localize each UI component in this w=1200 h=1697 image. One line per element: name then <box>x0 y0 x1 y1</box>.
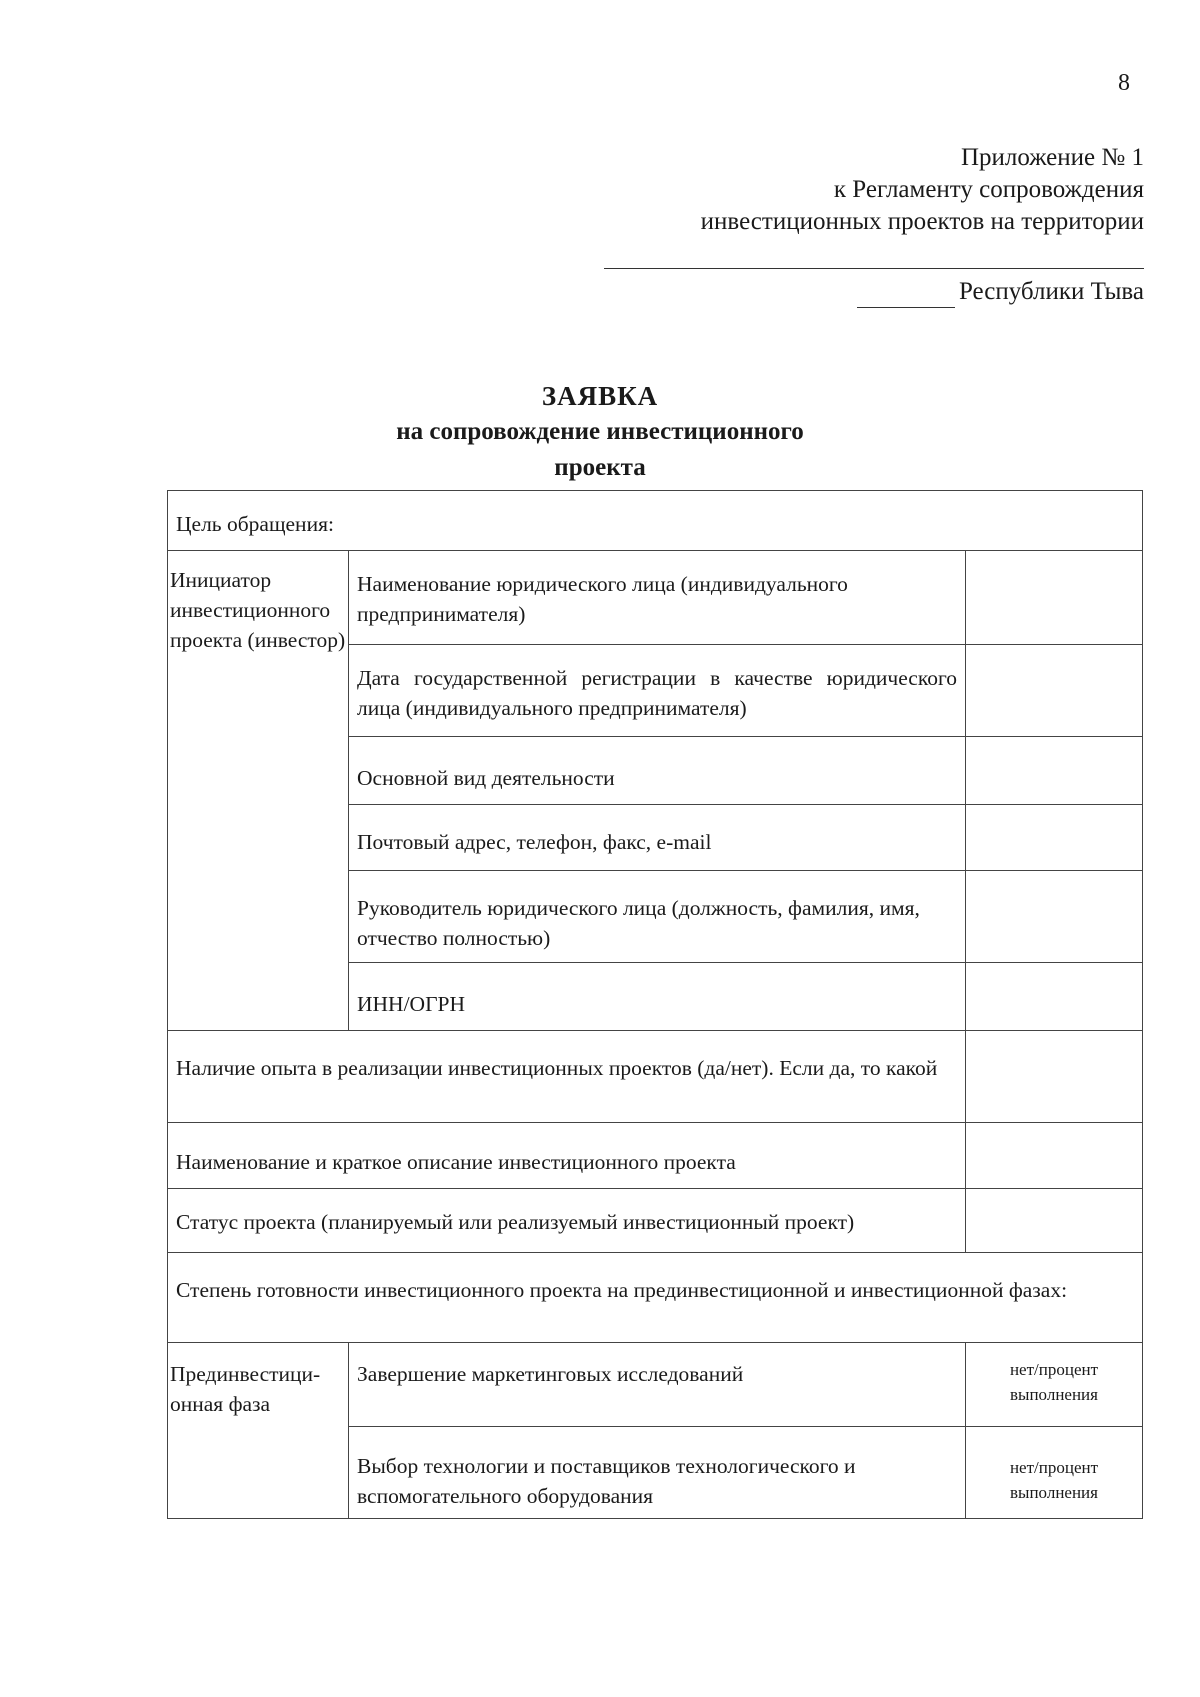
appendix-line-1: Приложение № 1 <box>960 144 1144 171</box>
initiator-field-head: Руководитель юридического лица (должность, фамилия, имя, отчество полностью) <box>349 871 966 963</box>
initiator-field-name: Наименование юридического лица (индивидуального предпринимателя) <box>349 551 966 645</box>
title-main: ЗАЯВКА <box>541 381 659 411</box>
purpose-row <box>168 491 1143 551</box>
initiator-value-inn[interactable] <box>966 963 1143 1031</box>
initiator-field-registration-date <box>349 645 966 737</box>
preinvest-field-marketing: Завершение маркетинговых исследований <box>349 1343 966 1427</box>
appendix-line-4 <box>857 276 1144 308</box>
status-row <box>168 1189 1143 1253</box>
appendix-header <box>584 142 1144 305</box>
document-title <box>0 378 1200 486</box>
experience-value[interactable] <box>966 1031 1143 1123</box>
preinvest-label: Прединвестици-онная фаза <box>168 1343 349 1519</box>
initiator-row <box>168 551 1143 645</box>
initiator-value-activity[interactable] <box>966 737 1143 805</box>
preinvest-value-marketing[interactable]: нет/процент выполнения <box>966 1343 1143 1427</box>
initiator-field-inn: ИНН/ОГРН <box>349 963 966 1031</box>
appendix-line-3: инвестиционных проектов на территории <box>700 208 1144 235</box>
appendix-line-4-text: Республики Тыва <box>958 278 1144 305</box>
project-name-row <box>168 1123 1143 1189</box>
initiator-label: Инициатор инвестиционного проекта (инвестор) <box>168 551 349 1031</box>
status-label: Статус проекта (планируемый или реализуемый инвестиционный проект) <box>168 1189 966 1253</box>
blank-short-underline <box>857 285 955 308</box>
initiator-value-name[interactable] <box>966 551 1143 645</box>
page-number: 8 <box>1118 70 1130 96</box>
title-sub-1: на сопровождение инвестиционного <box>396 418 804 445</box>
blank-underline <box>604 268 1144 269</box>
readiness-row <box>168 1253 1143 1343</box>
initiator-value-head[interactable] <box>966 871 1143 963</box>
preinvest-value-technology[interactable]: нет/процент выполнения <box>966 1427 1143 1519</box>
experience-label: Наличие опыта в реализации инвестиционных проектов (да/нет). Если да, то какой <box>168 1031 966 1123</box>
registration-date-line: Дата государственной регистрации в качестве юридического лица (индивидуального предпринимателя) <box>357 666 957 720</box>
status-value[interactable] <box>966 1189 1143 1253</box>
project-name-value[interactable] <box>966 1123 1143 1189</box>
initiator-field-address: Почтовый адрес, телефон, факс, e-mail <box>349 805 966 871</box>
project-name-label: Наименование и краткое описание инвестиционного проекта <box>168 1123 966 1189</box>
appendix-line-2: к Регламенту сопровождения <box>833 176 1144 203</box>
initiator-field-activity: Основной вид деятельности <box>349 737 966 805</box>
initiator-value-registration-date[interactable] <box>966 645 1143 737</box>
experience-row <box>168 1031 1143 1123</box>
purpose-label: Цель обращения: <box>168 491 1143 551</box>
preinvest-field-technology: Выбор технологии и поставщиков технологического и вспомогательного оборудования <box>349 1427 966 1519</box>
application-form-table <box>167 490 1143 1519</box>
title-sub-2: проекта <box>554 454 646 481</box>
preinvest-row <box>168 1343 1143 1427</box>
initiator-value-address[interactable] <box>966 805 1143 871</box>
readiness-label: Степень готовности инвестиционного проекта на прединвестиционной и инвестиционной фазах: <box>168 1253 1143 1343</box>
